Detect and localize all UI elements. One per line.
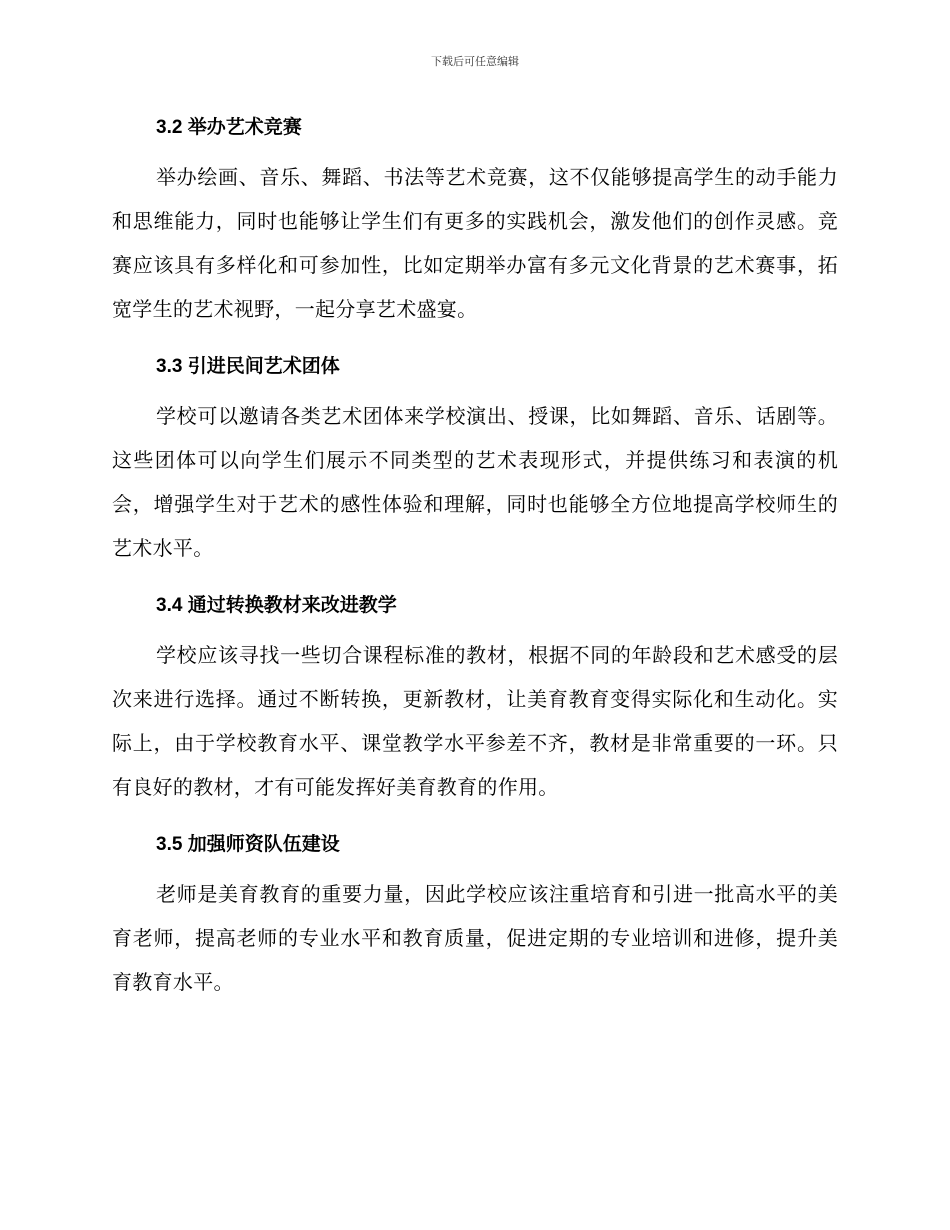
section-paragraph: 学校应该寻找一些切合课程标准的教材，根据不同的年龄段和艺术感受的层次来进行选择。通过不断转换，更新教材，让美育教育变得实际化和生动化。实际上，由于学校教育水平、课堂教学水平参差不齐，教材是非常重要的一环。只有良好的教材，才有可能发挥好美育教育的作用。 [112, 643, 838, 799]
section-heading: 3.3 引进民间艺术团体 [156, 356, 340, 377]
section-paragraph: 学校可以邀请各类艺术团体来学校演出、授课，比如舞蹈、音乐、话剧等。这些团体可以向学生们展示不同类型的艺术表现形式，并提供练习和表演的机会，增强学生对于艺术的感性体验和理解，同时也能够全方位地提高学校师生的艺术水平。 [112, 404, 838, 560]
document-body [112, 112, 838, 1024]
section-3-3 [112, 351, 838, 570]
section-paragraph: 举办绘画、音乐、舞蹈、书法等艺术竞赛，这不仅能够提高学生的动手能力和思维能力，同时也能够让学生们有更多的实践机会，激发他们的创作灵感。竞赛应该具有多样化和可参加性，比如定期举办富有多元文化背景的艺术赛事，拓宽学生的艺术视野，一起分享艺术盛宴。 [112, 165, 838, 321]
section-paragraph: 老师是美育教育的重要力量，因此学校应该注重培育和引进一批高水平的美育老师，提高老师的专业水平和教育质量，促进定期的专业培训和进修，提升美育教育水平。 [112, 882, 838, 994]
page-header: 下载后可任意编辑 [431, 55, 519, 68]
section-heading: 3.5 加强师资队伍建设 [156, 834, 340, 855]
section-heading: 3.4 通过转换教材来改进教学 [156, 595, 397, 616]
section-3-4 [112, 590, 838, 809]
section-3-2 [112, 112, 838, 331]
section-3-5 [112, 829, 838, 1004]
section-heading: 3.2 举办艺术竞赛 [156, 117, 302, 138]
